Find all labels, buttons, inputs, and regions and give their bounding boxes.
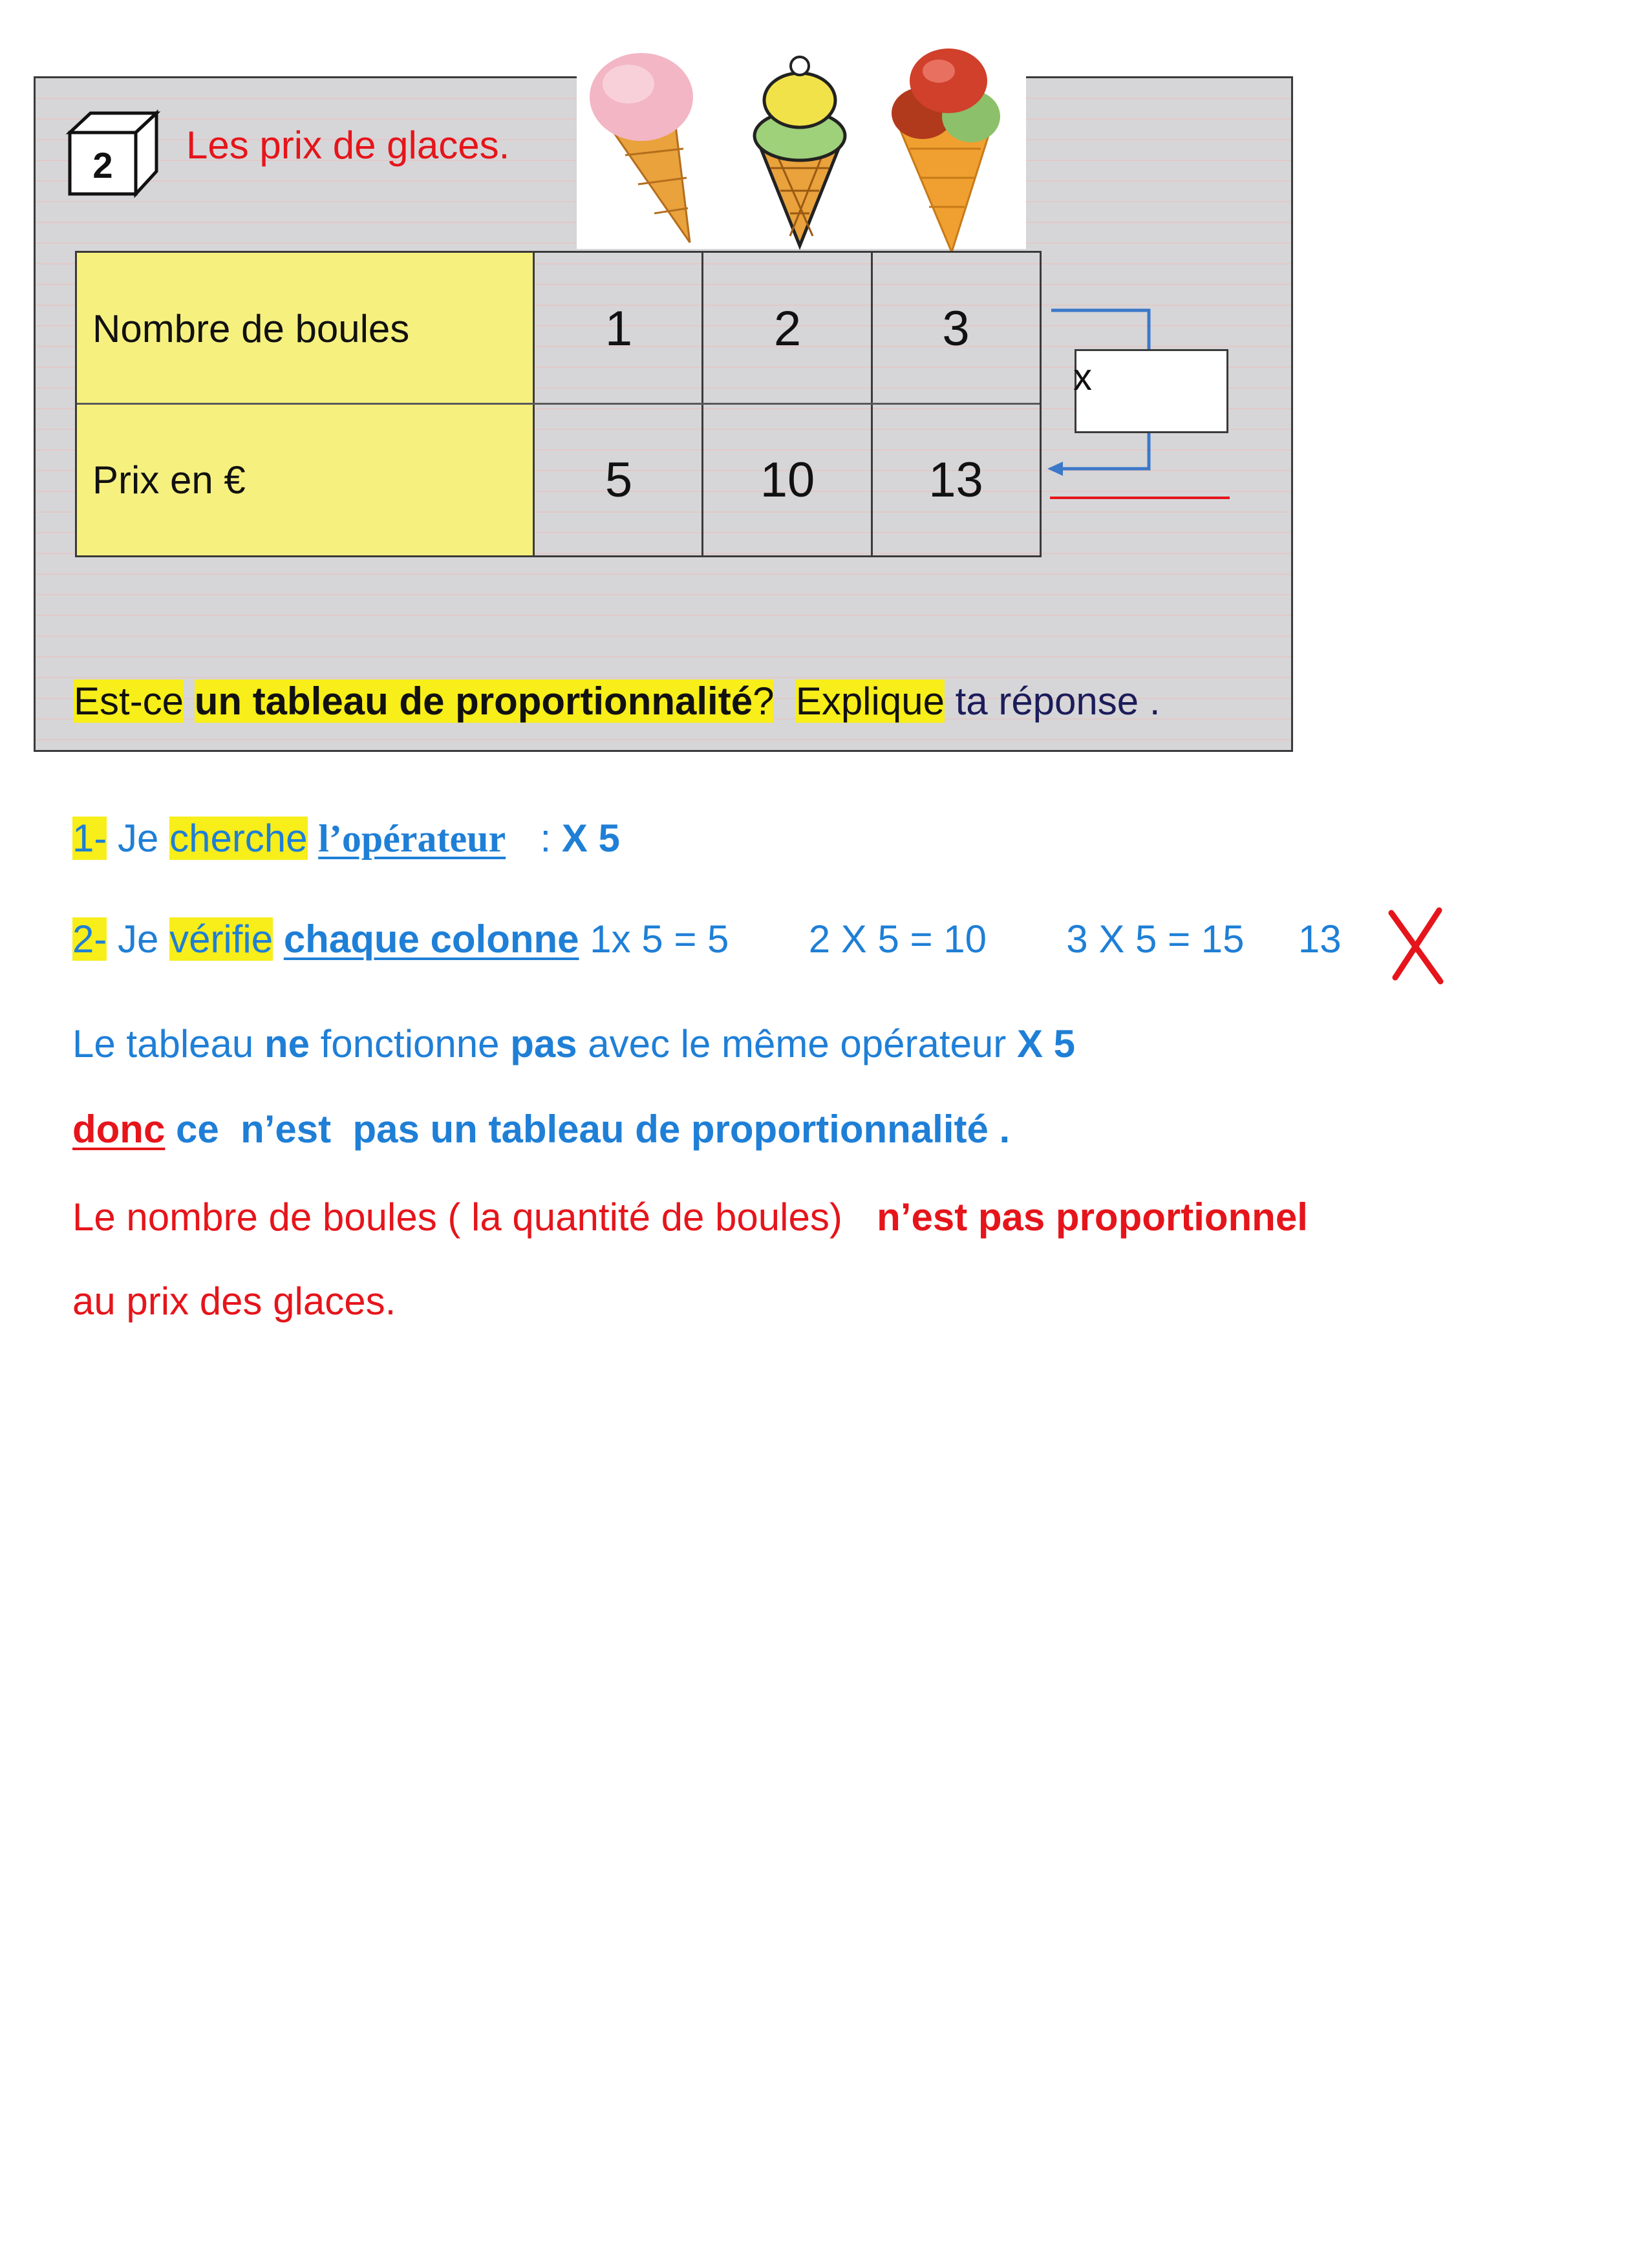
question-part-bold: un tableau de proportionnalité — [194, 679, 753, 723]
answer-text: fonctionne — [320, 1022, 500, 1065]
answer-text: avec le même opérateur — [588, 1022, 1007, 1065]
answer-verb: vérifie — [169, 917, 273, 961]
pink-ice-cream-icon — [590, 53, 693, 242]
red-cross-icon — [1384, 905, 1448, 989]
row-label-prix: Prix en € — [77, 404, 535, 555]
exercise-number: 2 — [92, 145, 113, 186]
answer-text-bold: pas — [510, 1022, 577, 1065]
answer-text: : — [540, 817, 551, 860]
answer-text: Le nombre de boules ( la quantité de boules) — [72, 1195, 842, 1239]
answer-operator: X 5 — [561, 817, 620, 860]
answer-step-2 — [72, 917, 1342, 961]
answer-text-bold: n’est pas proportionnel — [877, 1195, 1308, 1239]
calculation: 2 X 5 = 10 — [808, 917, 987, 961]
answer-line-4 — [72, 1107, 1010, 1151]
step-number: 2- — [72, 917, 107, 961]
row-label-nombre-de-boules: Nombre de boules — [77, 253, 535, 404]
chocolate-ice-cream-icon — [892, 48, 1000, 252]
answer-text: Je — [118, 817, 159, 860]
answer-text: Je — [118, 917, 159, 961]
table-divider — [77, 403, 1040, 405]
answer-line-6: au prix des glaces. — [72, 1279, 396, 1323]
table-cell: 13 — [928, 452, 983, 508]
table-cell: 5 — [605, 452, 633, 508]
answer-conclusion: ce n’est pas un tableau de proportionnalité . — [176, 1107, 1011, 1151]
answer-text: Le tableau — [72, 1022, 254, 1065]
answer-donc: donc — [72, 1107, 166, 1151]
answer-operator: X 5 — [1016, 1022, 1075, 1065]
question-part: ? — [753, 679, 775, 723]
question-text — [74, 679, 1161, 723]
table-cell: 2 — [773, 301, 802, 356]
operator-box — [1075, 349, 1228, 433]
answer-line-5 — [72, 1195, 1308, 1239]
table-cell: 10 — [760, 452, 815, 508]
question-part: Explique — [795, 679, 945, 723]
question-part: ta réponse . — [955, 679, 1161, 723]
answer-object: chaque colonne — [283, 917, 579, 961]
ice-cream-cones-image — [577, 19, 1029, 252]
yellow-green-ice-cream-icon — [754, 57, 845, 246]
answer-step-1 — [72, 816, 620, 861]
exercise-title: Les prix de glaces. — [186, 123, 510, 167]
answer-verb: cherche — [169, 817, 308, 860]
table-cell: 3 — [942, 301, 970, 356]
question-part: Est-ce — [74, 679, 184, 723]
crossed-value: 13 — [1298, 917, 1342, 961]
proportionality-table — [75, 251, 1042, 557]
step-number: 1- — [72, 817, 107, 860]
answer-text-bold: ne — [264, 1022, 310, 1065]
table-cell: 1 — [605, 301, 633, 356]
calculation: 3 X 5 = 15 — [1066, 917, 1245, 961]
answer-line-3 — [72, 1022, 1075, 1066]
calculation: 1x 5 = 5 — [590, 917, 729, 961]
answer-object: l’opérateur — [318, 817, 506, 860]
operator-box-text: x — [1073, 356, 1092, 398]
